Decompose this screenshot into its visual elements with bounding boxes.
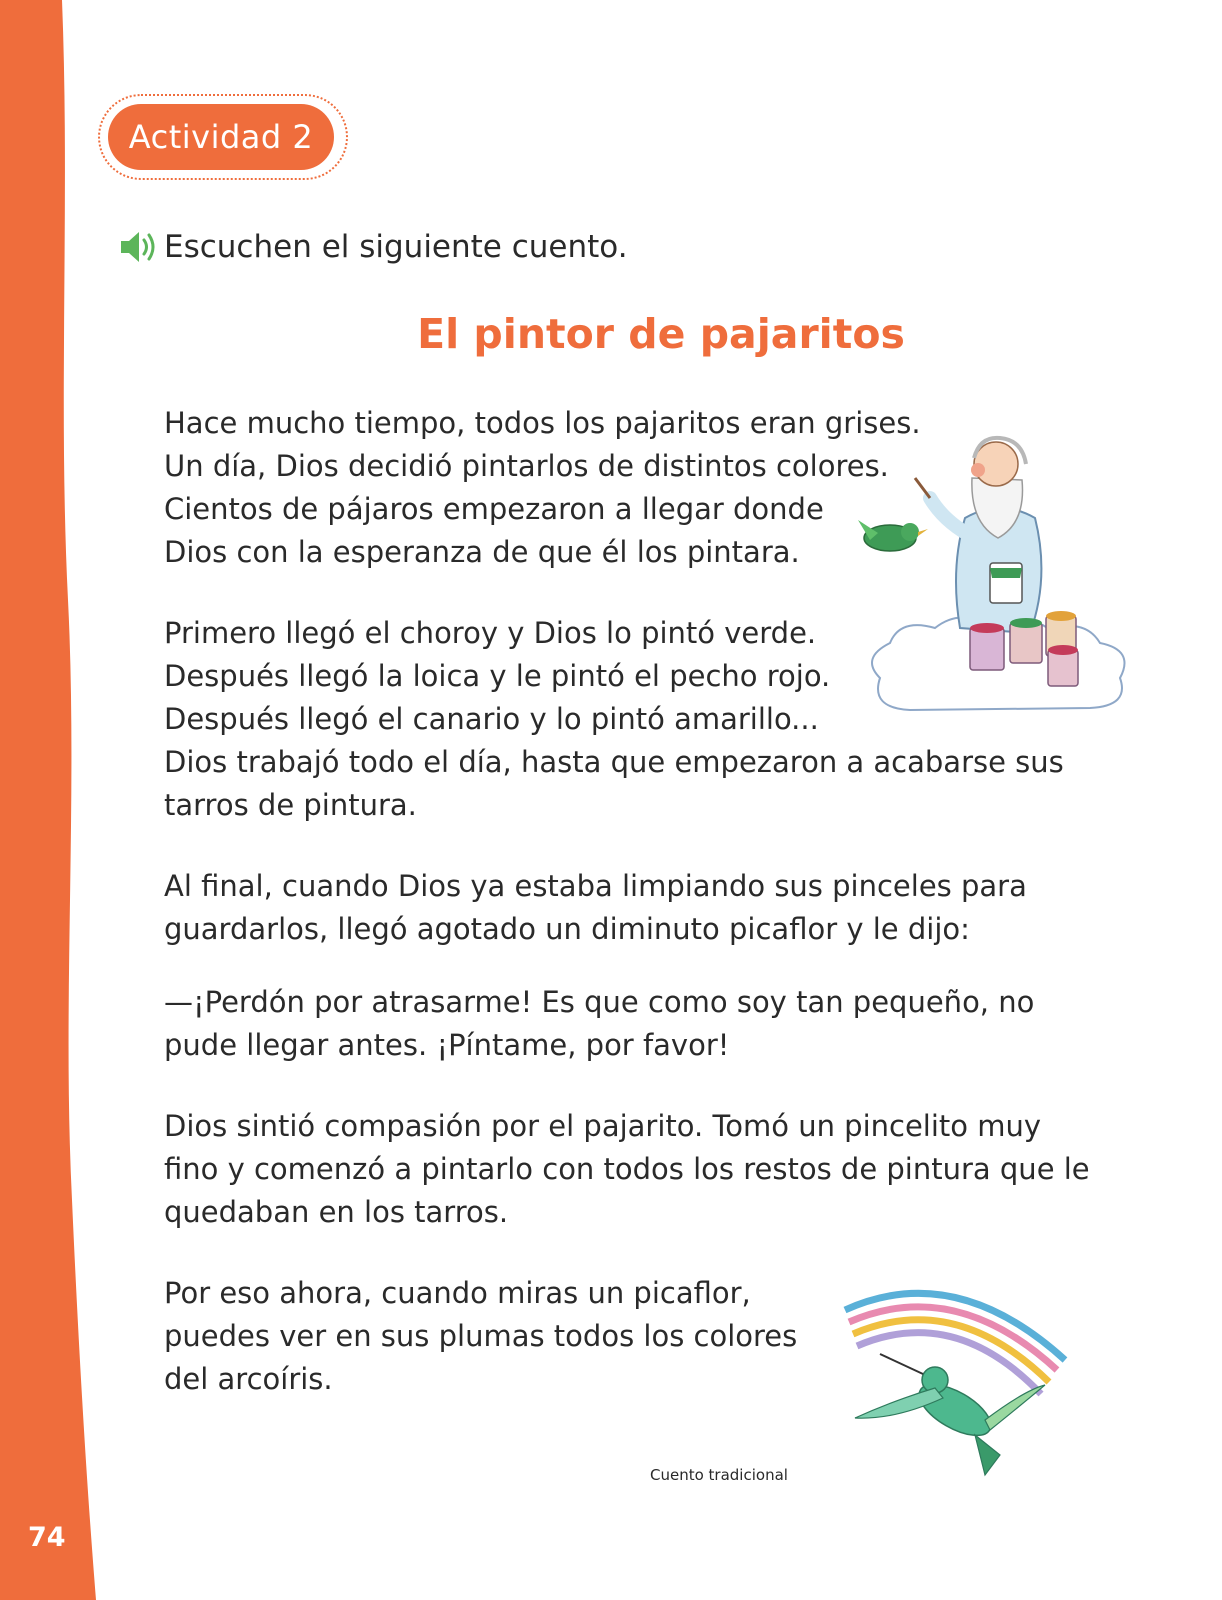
story-line: Cientos de pájaros empezaron a llegar donde bbox=[164, 492, 824, 526]
story-credit: Cuento tradicional bbox=[650, 1466, 788, 1484]
story-line: tarros de pintura. bbox=[164, 788, 417, 822]
story-paragraph bbox=[164, 981, 1084, 1067]
story-line: Hace mucho tiempo, todos los pajaritos eran grises. bbox=[164, 406, 921, 440]
story-line: Después llegó la loica y le pintó el pecho rojo. bbox=[164, 659, 831, 693]
story-paragraph bbox=[164, 1105, 1090, 1234]
story-line: Dios trabajó todo el día, hasta que empezaron a acabarse sus bbox=[164, 745, 1064, 779]
story-line: pude llegar antes. ¡Píntame, por favor! bbox=[164, 1028, 730, 1062]
page-side-band bbox=[0, 0, 100, 1600]
story-line: Después llegó el canario y lo pintó amarillo... bbox=[164, 702, 819, 736]
story-line: Dios sintió compasión por el pajarito. Tomó un pincelito muy bbox=[164, 1109, 1042, 1143]
story-line: fino y comenzó a pintarlo con todos los restos de pintura que le bbox=[164, 1152, 1090, 1186]
story-title: El pintor de pajaritos bbox=[417, 310, 905, 358]
hummingbird-rainbow-illustration bbox=[825, 1270, 1095, 1485]
page-number: 74 bbox=[28, 1522, 66, 1553]
activity-badge: Actividad 2 bbox=[108, 104, 334, 170]
story-line: del arcoíris. bbox=[164, 1362, 333, 1396]
speaker-icon[interactable] bbox=[118, 229, 158, 265]
story-line: quedaban en los tarros. bbox=[164, 1195, 509, 1229]
story-line: Un día, Dios decidió pintarlos de distintos colores. bbox=[164, 449, 889, 483]
activity-badge-outline bbox=[98, 94, 348, 180]
story-line: Primero llegó el choroy y Dios lo pintó verde. bbox=[164, 616, 817, 650]
story-line: guardarlos, llegó agotado un diminuto picaflor y le dijo: bbox=[164, 912, 970, 946]
story-line: puedes ver en sus plumas todos los colores bbox=[164, 1319, 798, 1353]
god-painting-illustration bbox=[850, 428, 1150, 738]
story-paragraph bbox=[164, 865, 1084, 951]
story-line: Por eso ahora, cuando miras un picaflor, bbox=[164, 1276, 751, 1310]
instruction bbox=[118, 224, 628, 270]
instruction-text: Escuchen el siguiente cuento. bbox=[164, 229, 628, 265]
story-line: Al final, cuando Dios ya estaba limpiando sus pinceles para bbox=[164, 869, 1027, 903]
story-line: —¡Perdón por atrasarme! Es que como soy tan pequeño, no bbox=[164, 985, 1035, 1019]
story-line: Dios con la esperanza de que él los pintara. bbox=[164, 535, 800, 569]
